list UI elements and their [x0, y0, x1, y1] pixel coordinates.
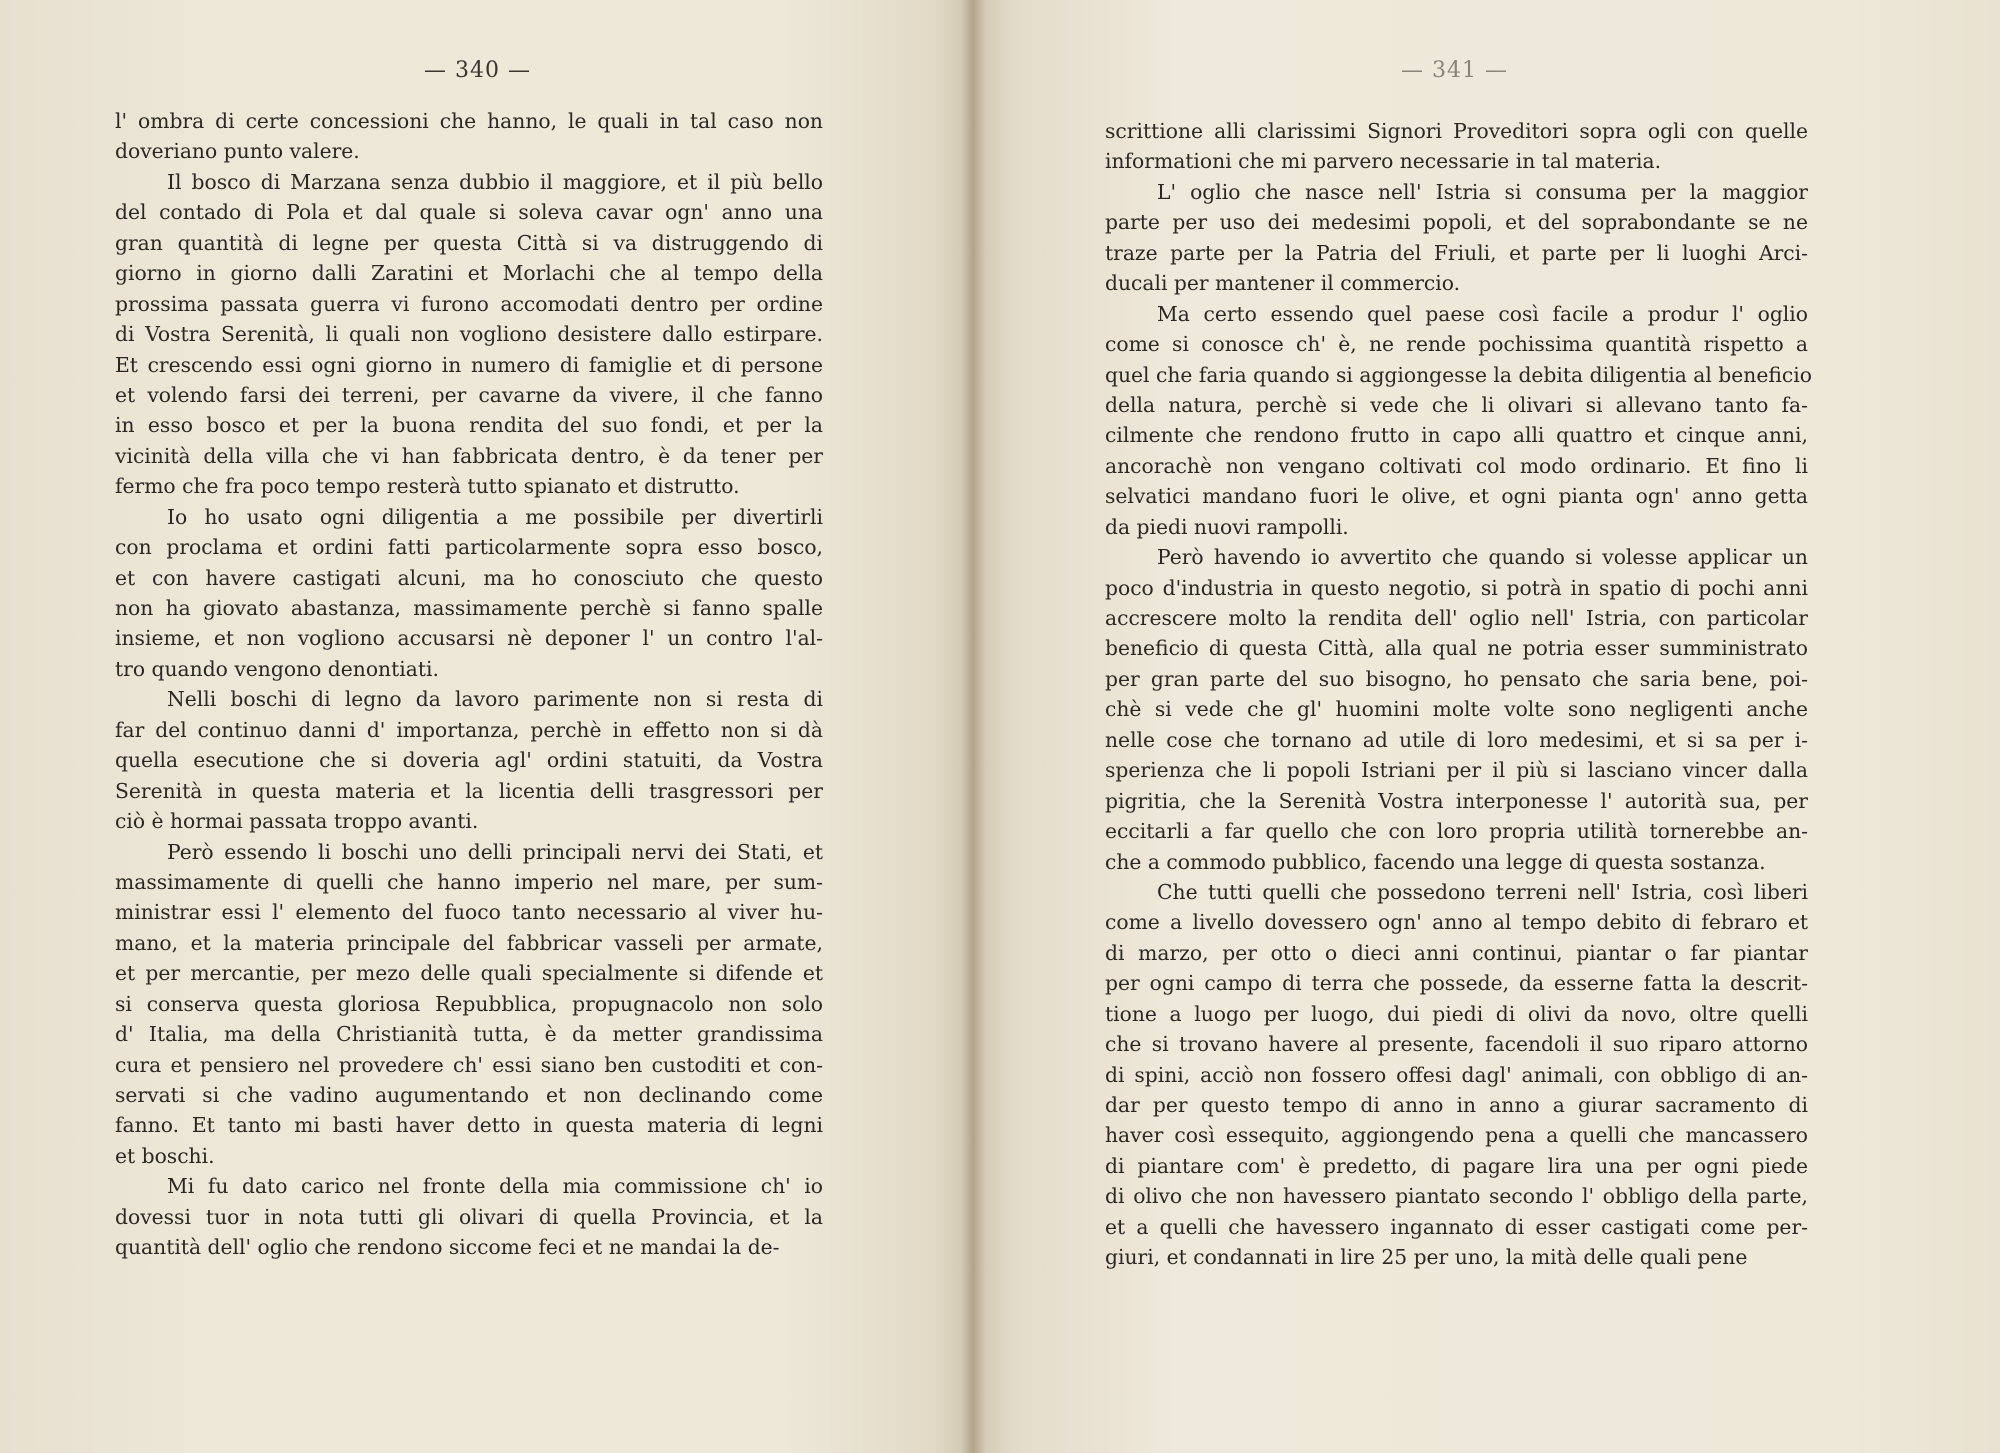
text-line: pigritia, che la Serenità Vostra interponesse l' autorità sua, per — [1105, 788, 1808, 813]
text-line: quantità dell' oglio che rendono siccome feci et ne mandai la de- — [115, 1235, 780, 1260]
page-text — [115, 106, 823, 1263]
book-gutter — [961, 0, 985, 1453]
text-line: et volendo farsi dei terreni, per cavarne da vivere, il che fanno — [115, 382, 823, 407]
text-line: traze parte per la Patria del Friuli, et parte per li luoghi Arci- — [1105, 240, 1808, 265]
text-line: Nelli boschi di legno da lavoro parimente non si resta di — [167, 687, 823, 712]
text-line: che a commodo pubblico, facendo una legge di questa sostanza. — [1105, 849, 1766, 874]
text-line: della natura, perchè si vede che li olivari si allevano tanto fa- — [1105, 392, 1808, 417]
text-line: massimamente di quelli che hanno imperio nel mare, per sum- — [115, 869, 823, 894]
text-line: gran quantità di legne per questa Città si va distruggendo di — [115, 230, 823, 255]
text-line: nelle cose che tornano ad utile di loro medesimi, et si sa per i- — [1105, 727, 1808, 752]
text-line: haver così essequito, aggiongendo pena a quelli che mancassero — [1105, 1123, 1808, 1148]
text-line: del contado di Pola et dal quale si soleva cavar ogn' anno una — [115, 200, 823, 225]
text-line: cura et pensiero nel provedere ch' essi siano ben custoditi et con- — [115, 1052, 823, 1077]
text-line: Però havendo io avvertito che quando si volesse applicar un — [1157, 545, 1808, 570]
text-line: che si trovano havere al presente, facendoli il suo riparo attorno — [1105, 1032, 1808, 1057]
right-page — [973, 0, 2000, 1453]
text-line: Io ho usato ogni diligentia a me possibile per divertirli — [167, 504, 823, 529]
text-line: di marzo, per otto o dieci anni continui, piantar o far piantar — [1105, 940, 1808, 965]
text-line: Et crescendo essi ogni giorno in numero di famiglie et di persone — [115, 352, 823, 377]
text-line: far del continuo danni d' importanza, perchè in effetto non si dà — [115, 717, 823, 742]
text-line: ducali per mantener il commercio. — [1105, 271, 1461, 296]
text-line: giuri, et condannati in lire 25 per uno, la mità delle quali pene — [1105, 1245, 1748, 1270]
text-line: scrittione alli clarissimi Signori Proveditori sopra ogli con quelle — [1105, 119, 1808, 143]
text-line: Che tutti quelli che possedono terreni nell' Istria, così liberi — [1157, 879, 1808, 904]
text-line: di Vostra Serenità, li quali non vogliono desistere dallo estirpare. — [115, 322, 823, 347]
text-line: eccitarli a far quello che con loro propria utilità tornerebbe an- — [1105, 819, 1808, 844]
text-line: Il bosco di Marzana senza dubbio il maggiore, et il più bello — [167, 169, 823, 194]
page-text — [1105, 116, 1812, 1273]
text-line: Però essendo li boschi uno delli principali nervi dei Stati, et — [167, 839, 823, 864]
text-line: tione a luogo per luogo, dui piedi di olivi da novo, oltre quelli — [1105, 1001, 1808, 1026]
text-line: quel che faria quando si aggiongesse la debita diligentia al beneficio — [1105, 362, 1812, 387]
text-line: L' oglio che nasce nell' Istria si consuma per la maggior — [1157, 179, 1808, 204]
text-line: l' ombra di certe concessioni che hanno, le quali in tal caso non — [115, 109, 823, 133]
text-line: di piantare com' è predetto, di pagare lira una per ogni piede — [1105, 1153, 1808, 1178]
text-line: fanno. Et tanto mi basti haver detto in questa materia di legni — [115, 1113, 823, 1138]
text-line: con proclama et ordini fatti particolarmente sopra esso bosco, — [115, 535, 823, 560]
text-line: quella esecutione che si doveria agl' ordini statuiti, da Vostra — [115, 748, 823, 773]
text-line: fermo che fra poco tempo resterà tutto spianato et distrutto. — [115, 474, 740, 499]
text-line: vicinità della villa che vi han fabbricata dentro, è da tener per — [115, 443, 823, 468]
text-line: in esso bosco et per la buona rendita del suo fondi, et per la — [115, 413, 823, 438]
text-line: servati si che vadino augumentando et non declinando come — [115, 1083, 823, 1107]
text-line: Serenità in questa materia et la licentia delli trasgressori per — [115, 778, 823, 803]
text-line: insieme, et non vogliono accusarsi nè deponer l' un contro l'al- — [115, 626, 823, 651]
text-line: chè si vede che gl' huomini molte volte sono negligenti anche — [1105, 697, 1808, 722]
text-line: informationi che mi parvero necessarie in tal materia. — [1105, 149, 1662, 174]
text-line: di olivo che non havessero piantato secondo l' obbligo della parte, — [1105, 1184, 1808, 1209]
text-line: accrescere molto la rendita dell' oglio nell' Istria, con particolar — [1105, 606, 1808, 630]
text-line: per gran parte del suo bisogno, ho pensato che saria bene, poi- — [1105, 666, 1808, 691]
text-line: ancorachè non vengano coltivati col modo ordinario. Et fino li — [1105, 453, 1808, 478]
text-line: et per mercantie, per mezo delle quali specialmente si difende et — [115, 961, 823, 986]
text-line: prossima passata guerra vi furono accomodati dentro per ordine — [115, 291, 823, 316]
text-line: tro quando vengono denontiati. — [115, 656, 439, 681]
text-line: ciò è hormai passata troppo avanti. — [115, 809, 479, 834]
text-line: selvatici mandano fuori le olive, et ogni pianta ogn' anno getta — [1105, 484, 1808, 509]
text-line: cilmente che rendono frutto in capo alli quattro et cinque anni, — [1105, 423, 1808, 448]
text-line: dar per questo tempo di anno in anno a giurar sacramento di — [1105, 1093, 1808, 1117]
text-line: et boschi. — [115, 1143, 215, 1168]
text-line: beneficio di questa Città, alla qual ne potria esser sumministrato — [1105, 636, 1808, 661]
text-line: d' Italia, ma della Christianità tutta, è da metter grandissima — [115, 1022, 823, 1047]
text-line: da piedi nuovi rampolli. — [1105, 514, 1349, 539]
text-line: mano, et la materia principale del fabbricar vasseli per armate, — [115, 930, 823, 955]
text-line: ministrar essi l' elemento del fuoco tanto necessario al viver hu- — [115, 900, 823, 925]
text-line: parte per uso dei medesimi popoli, et del soprabondante se ne — [1105, 210, 1808, 235]
text-line: come a livello dovessero ogn' anno al tempo debito di febraro et — [1105, 910, 1808, 935]
text-line: Mi fu dato carico nel fronte della mia commissione ch' io — [167, 1174, 823, 1199]
text-line: di spini, acciò non fossero offesi dagl' animali, con obbligo di an- — [1105, 1062, 1808, 1087]
text-line: et a quelli che havessero ingannato di esser castigati come per- — [1105, 1214, 1808, 1239]
text-line: come si conosce ch' è, ne rende pochissima quantità rispetto a — [1105, 332, 1808, 357]
text-line: dovessi tuor in nota tutti gli olivari di quella Provincia, et la — [115, 1204, 823, 1229]
text-line: giorno in giorno dalli Zaratini et Morlachi che al tempo della — [115, 261, 823, 286]
text-line: doveriano punto valere. — [115, 139, 360, 164]
text-line: poco d'industria in questo negotio, si potrà in spatio di pochi anni — [1105, 575, 1808, 600]
text-line: et con havere castigati alcuni, ma ho conosciuto che questo — [115, 565, 823, 590]
text-line: sperienza che li popoli Istriani per il più si lasciano vincer dalla — [1105, 758, 1808, 783]
text-line: Ma certo essendo quel paese così facile a produr l' oglio — [1157, 301, 1808, 326]
text-line: non ha giovato abastanza, massimamente perchè si fanno spalle — [115, 596, 823, 620]
text-line: si conserva questa gloriosa Repubblica, propugnacolo non solo — [115, 991, 823, 1016]
page-number: — 340 — — [424, 58, 531, 83]
text-line: per ogni campo di terra che possede, da esserne fatta la descrit- — [1105, 971, 1808, 996]
left-page — [0, 0, 973, 1453]
page-number: — 341 — — [1401, 58, 1508, 83]
